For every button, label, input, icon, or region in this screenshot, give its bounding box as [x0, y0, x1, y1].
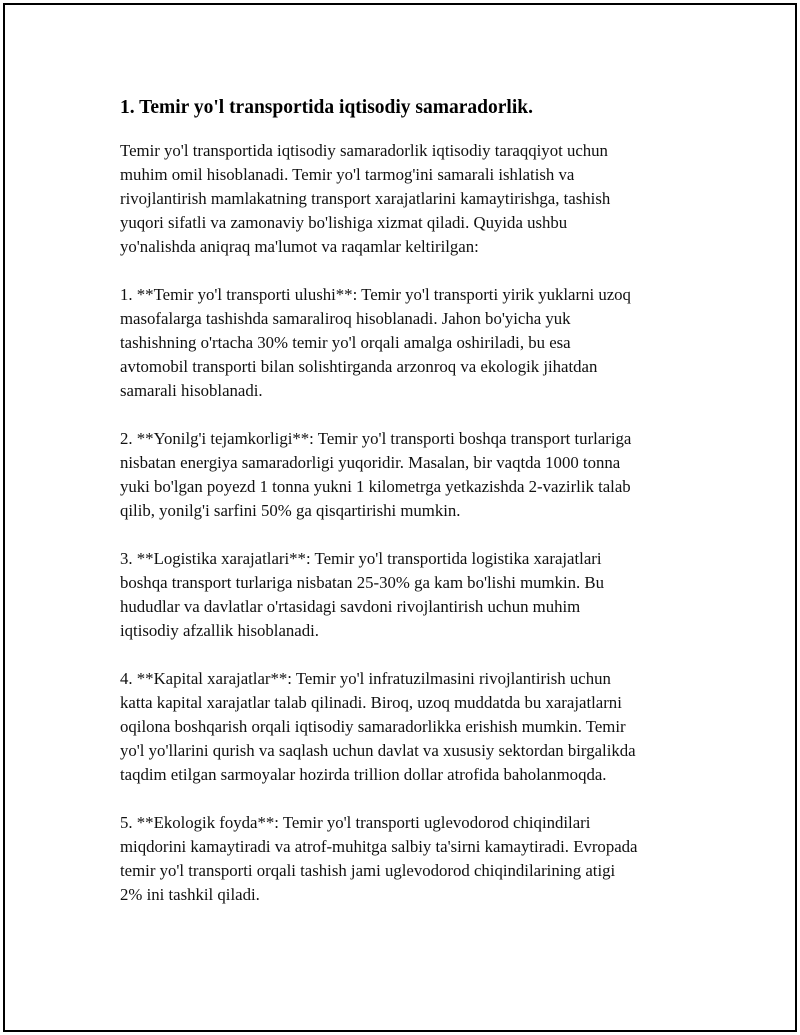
document-body	[120, 95, 700, 931]
paragraph-list	[120, 139, 700, 907]
paragraph-line: rivojlantirish mamlakatning transport xarajatlarini kamaytirishga, tashish	[120, 189, 611, 208]
paragraph-line: 2% ini tashkil qiladi.	[120, 885, 260, 904]
paragraph-line: tashishning o'rtacha 30% temir yo'l orqali amalga oshiriladi, bu esa	[120, 333, 571, 352]
paragraph-line: yuqori sifatli va zamonaviy bo'lishiga xizmat qiladi. Quyida ushbu	[120, 213, 568, 232]
document-heading: 1. Temir yo'l transportida iqtisodiy samaradorlik.	[120, 97, 533, 118]
paragraph-3	[120, 547, 700, 643]
paragraph-line: 2. **Yonilg'i tejamkorligi**: Temir yo'l transporti boshqa transport turlariga	[120, 429, 632, 448]
paragraph-line: Temir yo'l transportida iqtisodiy samaradorlik iqtisodiy taraqqiyot uchun	[120, 141, 608, 160]
paragraph-4	[120, 667, 700, 787]
paragraph-line: yo'l yo'llarini qurish va saqlash uchun davlat va xususiy sektordan birgalikda	[120, 741, 636, 760]
paragraph-line: yo'nalishda aniqraq ma'lumot va raqamlar keltirilgan:	[120, 237, 479, 256]
paragraph-0	[120, 139, 700, 259]
paragraph-line: miqdorini kamaytiradi va atrof-muhitga salbiy ta'sirni kamaytiradi. Evropada	[120, 837, 638, 856]
paragraph-1	[120, 283, 700, 403]
paragraph-line: 1. **Temir yo'l transporti ulushi**: Temir yo'l transporti yirik yuklarni uzoq	[120, 285, 631, 304]
paragraph-line: avtomobil transporti bilan solishtirganda arzonroq va ekologik jihatdan	[120, 357, 598, 376]
paragraph-line: 5. **Ekologik foyda**: Temir yo'l transporti uglevodorod chiqindilari	[120, 813, 591, 832]
paragraph-line: samarali hisoblanadi.	[120, 381, 263, 400]
paragraph-line: temir yo'l transporti orqali tashish jami uglevodorod chiqindilarining atigi	[120, 861, 616, 880]
paragraph-line: katta kapital xarajatlar talab qilinadi. Biroq, uzoq muddatda bu xarajatlarni	[120, 693, 622, 712]
paragraph-line: qilib, yonilg'i sarfini 50% ga qisqartirishi mumkin.	[120, 501, 461, 520]
paragraph-2	[120, 427, 700, 523]
paragraph-5	[120, 811, 700, 907]
paragraph-line: nisbatan energiya samaradorligi yuqoridir. Masalan, bir vaqtda 1000 tonna	[120, 453, 621, 472]
paragraph-line: boshqa transport turlariga nisbatan 25-30% ga kam bo'lishi mumkin. Bu	[120, 573, 605, 592]
paragraph-line: 4. **Kapital xarajatlar**: Temir yo'l infratuzilmasini rivojlantirish uchun	[120, 669, 611, 688]
paragraph-line: oqilona boshqarish orqali iqtisodiy samaradorlikka erishish mumkin. Temir	[120, 717, 626, 736]
paragraph-line: taqdim etilgan sarmoyalar hozirda trillion dollar atrofida baholanmoqda.	[120, 765, 607, 784]
paragraph-line: iqtisodiy afzallik hisoblanadi.	[120, 621, 320, 640]
paragraph-line: muhim omil hisoblanadi. Temir yo'l tarmog'ini samarali ishlatish va	[120, 165, 575, 184]
paragraph-line: masofalarga tashishda samaraliroq hisoblanadi. Jahon bo'yicha yuk	[120, 309, 571, 328]
page-frame	[3, 3, 797, 1032]
paragraph-line: yuki bo'lgan poyezd 1 tonna yukni 1 kilometrga yetkazishda 2-vazirlik talab	[120, 477, 631, 496]
paragraph-line: 3. **Logistika xarajatlari**: Temir yo'l transportida logistika xarajatlari	[120, 549, 602, 568]
paragraph-line: hududlar va davlatlar o'rtasidagi savdoni rivojlantirish uchun muhim	[120, 597, 581, 616]
